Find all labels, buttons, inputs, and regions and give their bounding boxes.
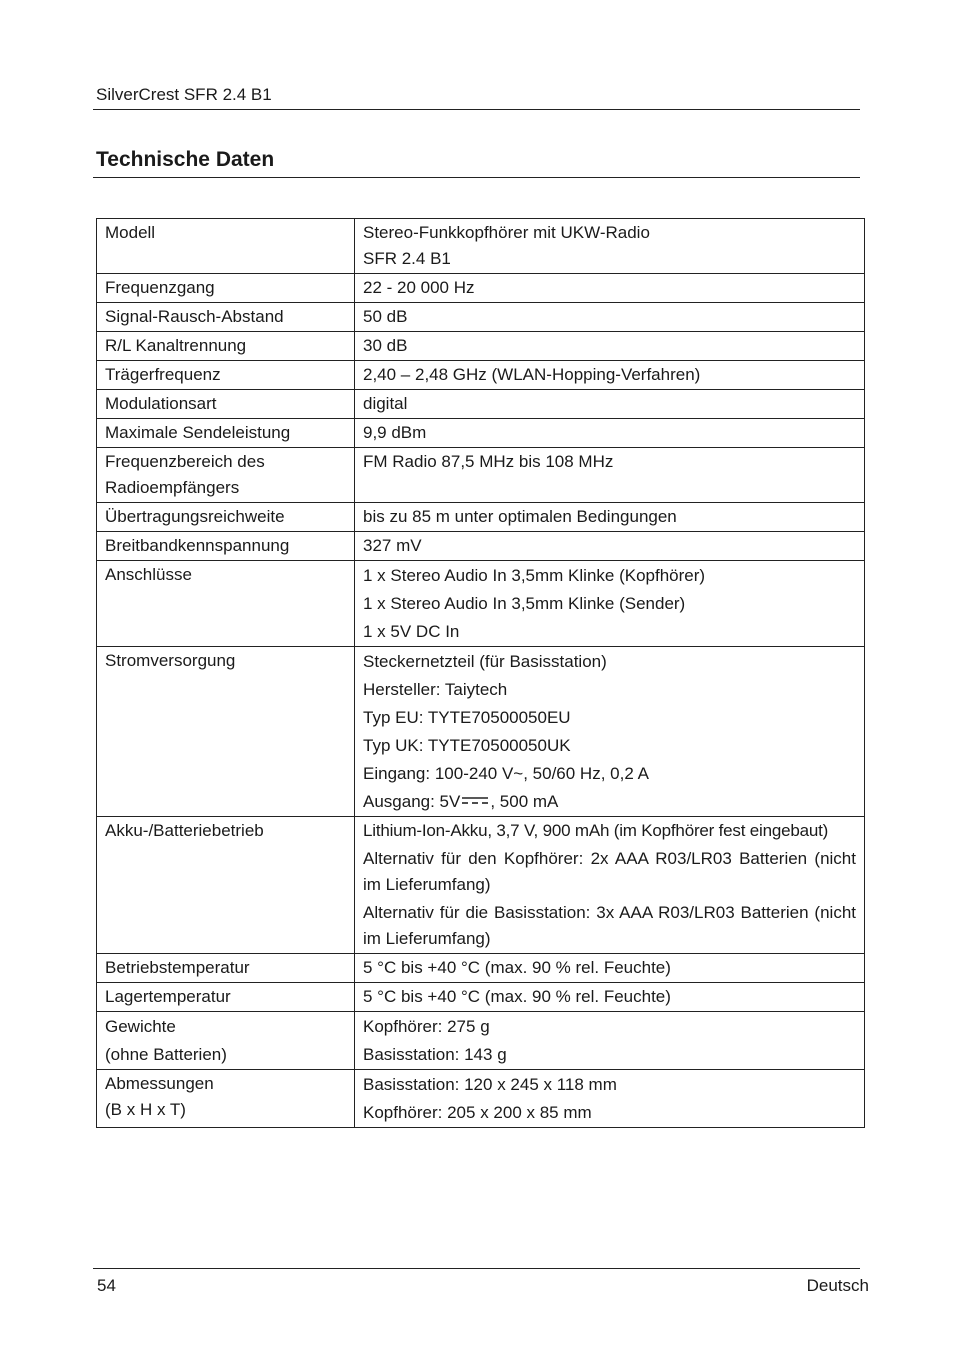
- table-row: [97, 1070, 865, 1128]
- table-row: [97, 647, 865, 817]
- spec-label-kanaltrennung: R/L Kanaltrennung: [97, 332, 355, 361]
- spec-value-modulationsart: digital: [355, 390, 865, 419]
- spec-label-anschluesse: Anschlüsse: [97, 561, 355, 647]
- footer-language: Deutsch: [806, 1276, 869, 1295]
- spec-value-akku: Lithium-Ion-Akku, 3,7 V, 900 mAh (im Kopfhörer fest eingebaut) Alternativ für den Kopfhörer: 2x AAA R03/LR03 Batterien (nicht im Lieferumfang) Alternativ für die Basisstation: 3x AAA R03/LR03 Batterien (nicht im Lieferumfang): [355, 817, 865, 954]
- spec-value-kanaltrennung: 30 dB: [355, 332, 865, 361]
- spec-value-modell: Stereo-Funkkopfhörer mit UKW-Radio SFR 2.4 B1: [355, 219, 865, 274]
- section-divider: [93, 177, 860, 178]
- table-row: [97, 983, 865, 1012]
- table-row: [97, 954, 865, 983]
- table-row: [97, 532, 865, 561]
- spec-label-lagertemperatur: Lagertemperatur: [97, 983, 355, 1012]
- spec-value-betriebstemperatur: 5 °C bis +40 °C (max. 90 % rel. Feuchte): [355, 954, 865, 983]
- table-row: [97, 303, 865, 332]
- header-divider: [93, 109, 860, 110]
- section-title: Technische Daten: [96, 148, 275, 171]
- table-row: [97, 332, 865, 361]
- page-number: 54: [97, 1276, 116, 1295]
- spec-label-frequenzgang: Frequenzgang: [97, 274, 355, 303]
- spec-label-betriebstemperatur: Betriebstemperatur: [97, 954, 355, 983]
- table-row: [97, 448, 865, 503]
- spec-value-radio: FM Radio 87,5 MHz bis 108 MHz: [355, 448, 865, 503]
- spec-value-breitband: 327 mV: [355, 532, 865, 561]
- table-row: [97, 361, 865, 390]
- spec-value-frequenzgang: 22 - 20 000 Hz: [355, 274, 865, 303]
- spec-label-akku: Akku-/Batteriebetrieb: [97, 817, 355, 954]
- table-row: [97, 419, 865, 448]
- table-row: [97, 1012, 865, 1070]
- spec-label-traegerfrequenz: Trägerfrequenz: [97, 361, 355, 390]
- dc-symbol-icon: [462, 796, 488, 806]
- table-row: [97, 503, 865, 532]
- table-row: [97, 219, 865, 274]
- table-row: [97, 274, 865, 303]
- spec-label-reichweite: Übertragungsreichweite: [97, 503, 355, 532]
- output-line: Ausgang: 5V , 500 mA: [363, 792, 559, 811]
- spec-value-gewichte: Kopfhörer: 275 g Basisstation: 143 g: [355, 1012, 865, 1070]
- spec-value-reichweite: bis zu 85 m unter optimalen Bedingungen: [355, 503, 865, 532]
- table-row: [97, 390, 865, 419]
- spec-value-snr: 50 dB: [355, 303, 865, 332]
- spec-value-traegerfrequenz: 2,40 – 2,48 GHz (WLAN-Hopping-Verfahren): [355, 361, 865, 390]
- spec-label-sendeleistung: Maximale Sendeleistung: [97, 419, 355, 448]
- spec-value-sendeleistung: 9,9 dBm: [355, 419, 865, 448]
- spec-label-modulationsart: Modulationsart: [97, 390, 355, 419]
- document-header: SilverCrest SFR 2.4 B1: [96, 85, 272, 104]
- spec-label-snr: Signal-Rausch-Abstand: [97, 303, 355, 332]
- spec-table: [96, 218, 865, 1128]
- spec-label-gewichte: Gewichte (ohne Batterien): [97, 1012, 355, 1070]
- spec-value-abmessungen: Basisstation: 120 x 245 x 118 mm Kopfhörer: 205 x 200 x 85 mm: [355, 1070, 865, 1128]
- spec-label-stromversorgung: Stromversorgung: [97, 647, 355, 817]
- footer-divider: [93, 1268, 860, 1269]
- spec-value-anschluesse: 1 x Stereo Audio In 3,5mm Klinke (Kopfhörer) 1 x Stereo Audio In 3,5mm Klinke (Sender) 1 x 5V DC In: [355, 561, 865, 647]
- table-row: [97, 561, 865, 647]
- spec-label-radio: Frequenzbereich des Radioempfängers: [97, 448, 355, 503]
- table-row: [97, 817, 865, 954]
- spec-label-abmessungen: Abmessungen (B x H x T): [97, 1070, 355, 1128]
- spec-label-breitband: Breitbandkennspannung: [97, 532, 355, 561]
- spec-label-modell: Modell: [97, 219, 355, 274]
- spec-value-stromversorgung: Steckernetzteil (für Basisstation) Hersteller: Taiytech Typ EU: TYTE70500050EU Typ UK: TYTE70500050UK Eingang: 100-240 V~, 50/60 Hz, 0,2 A Ausgang: 5V , 500 mA: [355, 647, 865, 817]
- spec-value-lagertemperatur: 5 °C bis +40 °C (max. 90 % rel. Feuchte): [355, 983, 865, 1012]
